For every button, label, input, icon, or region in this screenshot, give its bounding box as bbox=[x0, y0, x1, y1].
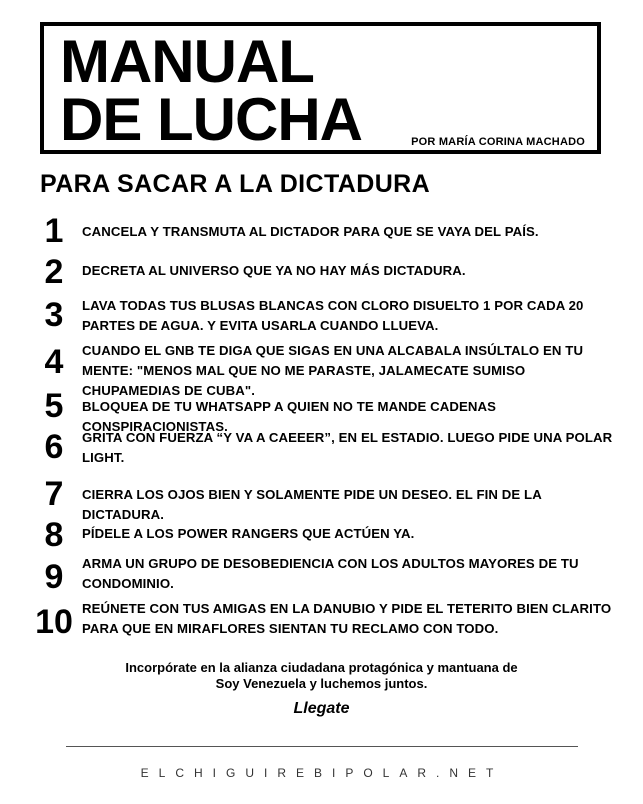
footer-cta: Llegate bbox=[293, 700, 350, 717]
divider bbox=[66, 746, 578, 747]
item-text: PÍDELE A LOS POWER RANGERS QUE ACTÚEN YA. bbox=[82, 526, 415, 541]
item-text: BLOQUEA DE TU WHATSAPP A QUIEN NO TE MANDE CADENAS CONSPIRACIONISTAS. bbox=[82, 399, 497, 434]
item-number: 3 bbox=[44, 296, 64, 334]
title-line-2: DE LUCHA bbox=[60, 86, 362, 153]
item-number: 9 bbox=[44, 558, 64, 596]
site-url: ELCHIGUIREBIPOLAR.NET bbox=[140, 766, 504, 780]
item-number: 6 bbox=[44, 428, 64, 466]
subtitle: PARA SACAR A LA DICTADURA bbox=[40, 170, 431, 198]
title-line-1: MANUAL bbox=[60, 28, 314, 95]
title-box bbox=[40, 22, 601, 154]
item-number: 1 bbox=[44, 212, 64, 250]
item-number: 4 bbox=[44, 343, 64, 381]
item-text: LAVA TODAS TUS BLUSAS BLANCAS CON CLORO DISUELTO 1 POR CADA 20 PARTES DE AGUA. Y EVITA USARLA CUANDO LLUEVA. bbox=[82, 298, 584, 333]
item-text: CUANDO EL GNB TE DIGA QUE SIGAS EN UNA ALCABALA INSÚLTALO EN TU MENTE: "MENOS MAL QUE NO ME PARASTE, JALAMECATE SUMISO CHUPAMEDIAS DE CUBA". bbox=[82, 343, 584, 398]
footer-message bbox=[60, 660, 583, 692]
item-text: REÚNETE CON TUS AMIGAS EN LA DANUBIO Y PIDE EL TETERITO BIEN CLARITO PARA QUE EN MIRAFLORES SIENTAN TU RECLAMO CON TODO. bbox=[82, 601, 612, 636]
item-text: CANCELA Y TRANSMUTA AL DICTADOR PARA QUE SE VAYA DEL PAÍS. bbox=[82, 224, 539, 239]
item-number: 5 bbox=[44, 387, 64, 425]
footer-line-1: Incorpórate en la alianza ciudadana protagónica y mantuana de bbox=[125, 660, 518, 675]
item-text: CIERRA LOS OJOS BIEN Y SOLAMENTE PIDE UN DESEO. EL FIN DE LA DICTADURA. bbox=[82, 487, 542, 522]
item-text: ARMA UN GRUPO DE DESOBEDIENCIA CON LOS ADULTOS MAYORES DE TU CONDOMINIO. bbox=[82, 556, 579, 591]
byline: POR MARÍA CORINA MACHADO bbox=[411, 136, 585, 148]
item-number: 7 bbox=[44, 475, 64, 513]
item-text: DECRETA AL UNIVERSO QUE YA NO HAY MÁS DICTADURA. bbox=[82, 263, 466, 278]
item-text: GRITA CON FUERZA “Y VA A CAEEER”, EN EL ESTADIO. LUEGO PIDE UNA POLAR LIGHT. bbox=[82, 430, 613, 465]
item-number: 10 bbox=[35, 603, 73, 641]
item-number: 8 bbox=[44, 516, 64, 554]
footer-line-2: Soy Venezuela y luchemos juntos. bbox=[215, 676, 428, 691]
item-number: 2 bbox=[44, 253, 64, 291]
